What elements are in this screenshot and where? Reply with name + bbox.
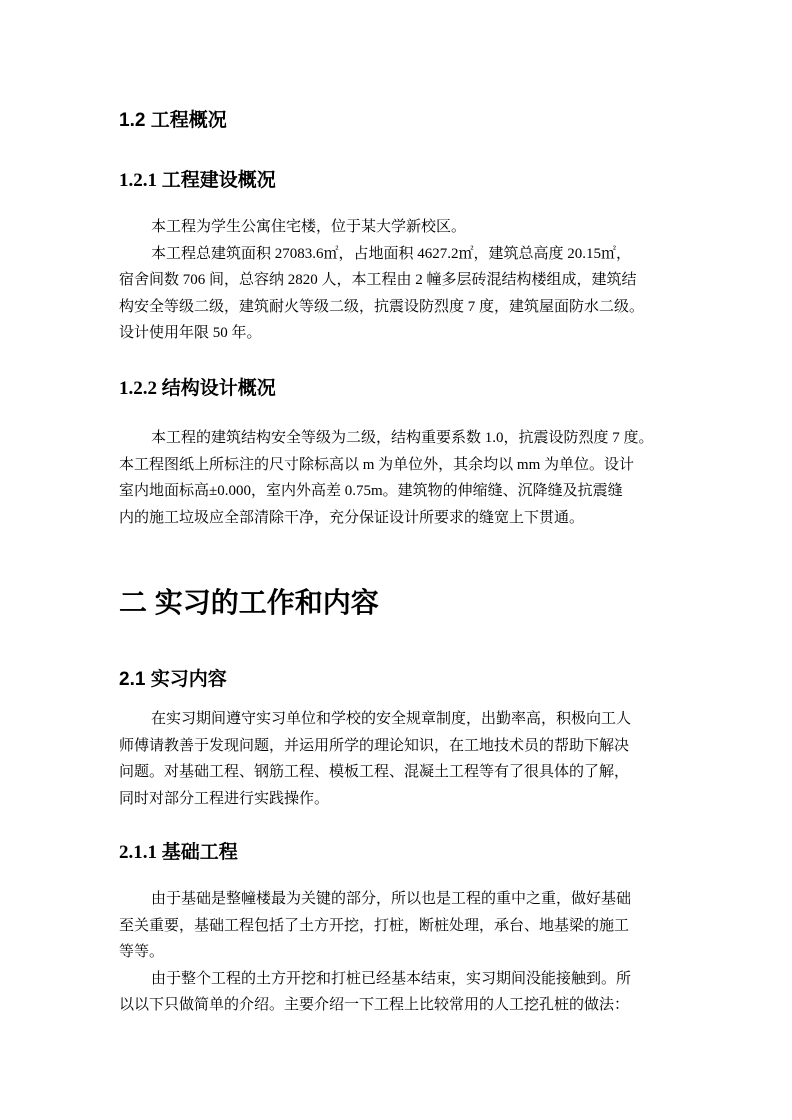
text-line: 室内地面标高±0.000，室内外高差 0.75m。建筑物的伸缩缝、沉降缝及抗震缝 — [119, 483, 623, 499]
paragraph-foundation-work — [119, 886, 679, 1019]
paragraph-project-overview — [119, 214, 679, 347]
text-line: 构安全等级二级，建筑耐火等级二级，抗震设防烈度 7 度，建筑屋面防水二级。 — [119, 298, 645, 315]
text-line: 由于整个工程的土方开挖和打桩已经基本结束，实习期间没能接触到。所 — [151, 970, 632, 987]
text-line: 以以下只做简单的介绍。主要介绍一下工程上比较常用的人工挖孔桩的做法： — [119, 997, 630, 1013]
text-line: 问题。对基础工程、钢筋工程、模板工程、混凝土工程等有了很具体的了解， — [119, 764, 630, 780]
text-line: 设计使用年限 50 年。 — [119, 325, 262, 341]
paragraph-internship-content — [119, 706, 679, 812]
text-line: 本工程为学生公寓住宅楼，位于某大学新校区。 — [151, 219, 467, 235]
section-heading-1-2-1: 1.2.1 工程建设概况 — [119, 170, 276, 191]
section-heading-2-1-1: 2.1.1 基础工程 — [119, 842, 238, 863]
text-line: 至关重要，基础工程包括了土方开挖，打桩，断桩处理，承台、地基梁的施工 — [119, 917, 630, 934]
paragraph-structure-design — [119, 425, 679, 531]
section-heading-2-1: 2.1 实习内容 — [119, 669, 227, 690]
text-line: 宿舍间数 706 间，总容纳 2820 人，本工程由 2 幢多层砖混结构楼组成，建筑结 — [119, 272, 637, 288]
text-line: 等等。 — [119, 944, 165, 960]
chapter-heading-2: 二 实习的工作和内容 — [119, 587, 379, 618]
text-line: 本工程图纸上所标注的尺寸除标高以 m 为单位外，其余均以 mm 为单位。设计 — [119, 456, 635, 473]
text-line: 由于基础是整幢楼最为关键的部分，所以也是工程的重中之重，做好基础 — [151, 891, 632, 907]
text-line: 本工程的建筑结构安全等级为二级，结构重要系数 1.0，抗震设防烈度 7 度。 — [151, 430, 654, 446]
text-line: 同时对部分工程进行实践操作。 — [119, 790, 330, 807]
section-heading-1-2: 1.2 工程概况 — [119, 110, 227, 131]
text-line: 本工程总建筑面积 27083.6㎡，占地面积 4627.2㎡，建筑总高度 20.15㎡， — [151, 245, 632, 262]
text-line: 内的施工垃圾应全部清除干净，充分保证设计所要求的缝宽上下贯通。 — [119, 509, 585, 526]
text-line: 在实习期间遵守实习单位和学校的安全规章制度，出勤率高，积极向工人 — [151, 711, 632, 727]
text-line: 师傅请教善于发现问题，并运用所学的理论知识，在工地技术员的帮助下解决 — [119, 737, 630, 754]
section-heading-1-2-2: 1.2.2 结构设计概况 — [119, 378, 276, 399]
